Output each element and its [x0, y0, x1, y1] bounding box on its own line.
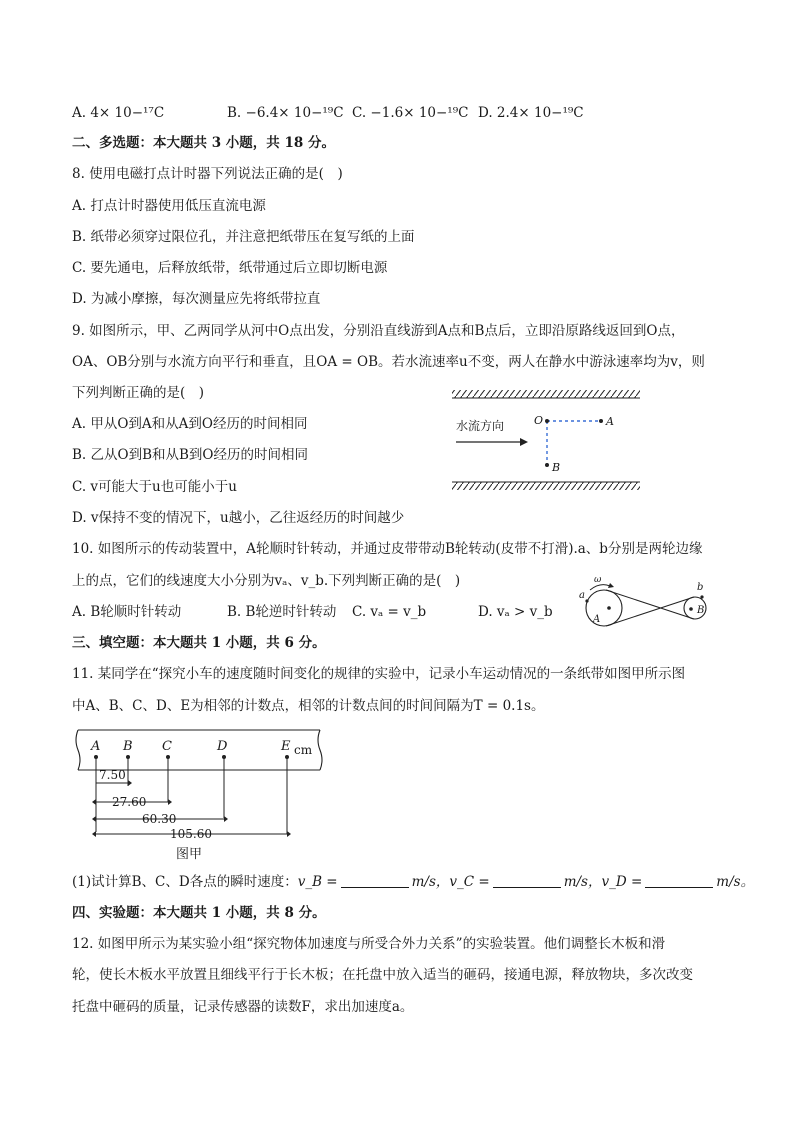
vb-label: v_B = — [297, 874, 338, 890]
point-label-b: B — [123, 739, 133, 754]
q8-option-b: B. 纸带必须穿过限位孔，并注意把纸带压在复写纸的上面 — [72, 229, 415, 245]
q10-stem-line2: 上的点，它们的线速度大小分别为vₐ、v_b.下列判断正确的是( ) — [72, 573, 461, 589]
wheel-b-center — [689, 607, 693, 611]
rotation-arrow — [590, 585, 610, 590]
dist-ac-label: 27.60 — [112, 795, 147, 809]
dist-ad-label: 60.30 — [142, 812, 177, 826]
omega-label: ω — [594, 575, 602, 585]
q9-option-a: A. 甲从O到A和从A到O经历的时间相同 — [72, 416, 308, 432]
flow-direction-label: 水流方向 — [456, 419, 505, 433]
q10-option-b: B. B轮逆时针转动 — [227, 604, 337, 620]
section-fill-blank-heading: 三、填空题：本大题共 1 小题，共 6 分。 — [72, 635, 326, 651]
label-b-small: b — [697, 582, 704, 593]
q9-option-c: C. v可能大于u也可能小于u — [72, 479, 237, 495]
q9-stem-line3: 下列判断正确的是( ) — [72, 385, 205, 401]
q10-option-a: A. B轮顺时针转动 — [72, 604, 182, 620]
point-label-d: D — [217, 739, 228, 754]
q8-option-d: D. 为减小摩擦，每次测量应先将纸带拉直 — [72, 291, 321, 307]
section-experiment-heading: 四、实验题：本大题共 1 小题，共 8 分。 — [72, 905, 326, 921]
q9-option-b: B. 乙从O到B和从B到O经历的时间相同 — [72, 447, 308, 463]
vc-label: m/s，v_C = — [411, 874, 490, 890]
vd-answer-blank[interactable] — [645, 873, 713, 888]
q11-subquestion-1 — [72, 873, 754, 891]
point-b — [545, 463, 549, 467]
point-label-e: E — [281, 739, 291, 754]
paper-tape-diagram — [72, 726, 322, 866]
belt-lower — [606, 597, 694, 626]
section-multiple-choice-heading: 二、多选题：本大题共 3 小题，共 18 分。 — [72, 135, 335, 151]
point-label-a: A — [91, 739, 101, 754]
q11-stem-line1: 11. 某同学在“探究小车的速度随时间变化的规律的实验中，记录小车运动情况的一条纸带如图甲所示图 — [72, 666, 686, 682]
belt-upper — [606, 590, 694, 619]
q8-option-a: A. 打点计时器使用低压直流电源 — [72, 198, 266, 214]
vb-answer-blank[interactable] — [341, 873, 409, 888]
label-b: B — [552, 461, 561, 474]
q9-stem-line2: OA、OB分别与水流方向平行和垂直，且OA = OB。若水流速率u不变，两人在静水中游泳速率均为v，则 — [72, 354, 705, 370]
dist-ae-label: 105.60 — [170, 827, 212, 841]
q10-stem-line1: 10. 如图所示的传动装置中，A轮顺时针转动，并通过皮带带动B轮转动(皮带不打滑).a、b分别是两轮边缘 — [72, 541, 703, 557]
figure-caption: 图甲 — [176, 847, 203, 862]
label-a-small: a — [579, 590, 585, 601]
flow-arrow-head — [520, 438, 528, 446]
q12-stem-line1: 12. 如图甲所示为某实验小组“探究物体加速度与所受合外力关系”的实验装置。他们调整长木板和滑 — [72, 936, 666, 952]
q10-option-d: D. vₐ > v_b — [478, 604, 553, 620]
label-o: O — [534, 414, 544, 427]
q12-stem-line3: 托盘中砸码的质量，记录传感器的读数F，求出加速度a。 — [72, 999, 414, 1015]
point-b-edge — [700, 595, 703, 598]
belt-drive-diagram — [578, 574, 718, 634]
point-a-edge — [585, 599, 588, 602]
label-wheel-b: B — [697, 605, 705, 616]
tape-left-tear — [76, 730, 80, 770]
q8-stem: 8. 使用电磁打点计时器下列说法正确的是( ) — [72, 166, 343, 182]
q9-option-d: D. v保持不变的情况下，u越小，乙往返经历的时间越少 — [72, 510, 405, 526]
river-bottom-bank — [452, 482, 640, 490]
q11-stem-line2: 中A、B、C、D、E为相邻的计数点，相邻的计数点间的时间间隔为T = 0.1s。 — [72, 698, 545, 714]
point-label-c: C — [162, 739, 172, 754]
vd-label: m/s，v_D = — [563, 874, 643, 890]
q10-option-c: C. vₐ = v_b — [352, 604, 427, 620]
vc-answer-blank[interactable] — [493, 873, 561, 888]
q8-option-c: C. 要先通电，后释放纸带，纸带通过后立即切断电源 — [72, 260, 388, 276]
q7-option-c: C. −1.6× 10−¹⁹C — [352, 105, 469, 121]
wheel-a — [586, 590, 622, 626]
label-a: A — [606, 415, 614, 428]
unit-end: m/s。 — [716, 874, 755, 890]
unit-cm: cm — [294, 743, 313, 757]
wheel-a-center — [607, 606, 611, 610]
river-top-bank — [452, 390, 640, 398]
q9-stem-line1: 9. 如图所示，甲、乙两同学从河中O点出发，分别沿直线游到A点和B点后，立即沿原路线返回到O点， — [72, 323, 685, 339]
tape-right-tear — [318, 730, 322, 770]
point-o — [545, 419, 549, 423]
dist-ab-label: 7.50 — [99, 768, 126, 782]
label-wheel-a: A — [593, 614, 601, 625]
q7-option-d: D. 2.4× 10−¹⁹C — [478, 105, 584, 121]
q12-stem-line2: 轮，使长木板水平放置且细线平行于长木板；在托盘中放入适当的砸码，接通电源，释放物块，多次改变 — [72, 967, 693, 983]
river-diagram — [450, 388, 650, 498]
q7-option-b: B. −6.4× 10−¹⁹C — [227, 105, 344, 121]
q7-option-a: A. 4× 10−¹⁷C — [72, 105, 165, 121]
q11-sub1-prefix: (1)试计算B、C、D各点的瞬时速度： — [72, 874, 298, 890]
point-a — [599, 419, 603, 423]
